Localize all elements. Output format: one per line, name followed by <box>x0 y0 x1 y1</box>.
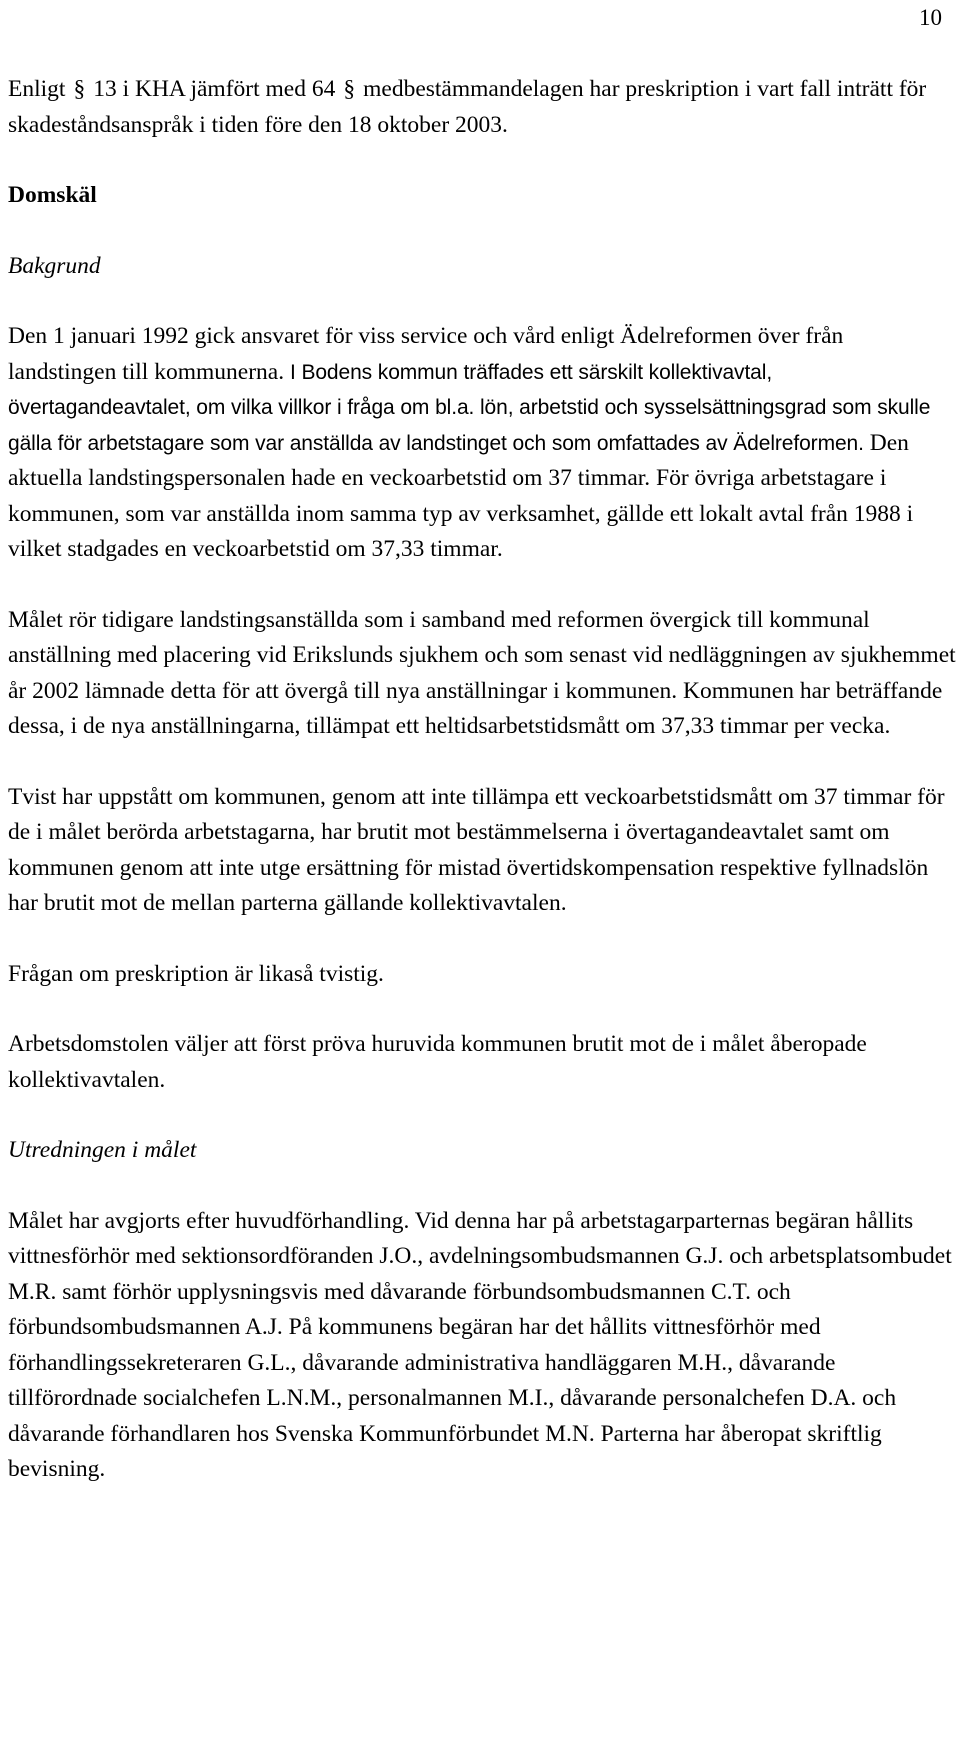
document-body <box>8 72 956 1488</box>
intro-text-3: medbestämmandelagen har preskription i vart fall inträtt för skadeståndsanspråk i tiden före den 18 oktober 2003. <box>8 76 927 138</box>
page-number: 10 <box>919 5 942 30</box>
intro-text-2: 13 i KHA jämfört med 64 <box>93 76 336 102</box>
section-mark: § <box>73 76 86 102</box>
heading-utredningen: Utredningen i målet <box>8 1137 197 1163</box>
heading-domskal: Domskäl <box>8 182 97 208</box>
section-mark: § <box>343 76 356 102</box>
bakgrund-p1-end: Den aktuella landstingspersonalen hade en veckoarbetstid om 37 timmar. För övriga arbetstagare i kommunen, som var anställda inom samma typ av verksamhet, gällde ett lokalt avtal från 1988 i vilket stadgades en veckoarbetstid om 37,33 timmar. <box>8 429 914 562</box>
bakgrund-p1-sans: I Bodens kommun träffades ett särskilt kollektivavtal, övertagandeavtalet, om vilka villkor i fråga om bl.a. lön, arbetstid och sysselsättningsgrad som skulle gälla för arbetstagare som var anställda av landstinget och som omfattades av Ädelreformen. <box>8 360 931 455</box>
intro-paragraph <box>8 72 956 143</box>
bakgrund-paragraph-2: Målet rör tidigare landstingsanställda som i samband med reformen övergick till kommunal anställning med placering vid Erikslunds sjukhem och som senast vid nedläggningen av sjukhemmet år 2002 lämnade detta för att övergå till nya anställningar i kommunen. Kommunen har beträffande dessa, i de nya anställningarna, tillämpat ett heltidsarbetstidsmått om 37,33 timmar per vecka. <box>8 606 956 739</box>
bakgrund-paragraph-3: Tvist har uppstått om kommunen, genom att inte tillämpa ett veckoarbetstidsmått om 37 timmar för de i målet berörda arbetstagarna, har brutit mot bestämmelserna i övertagandeavtalet samt om kommunen genom att inte utge ersättning för mistad övertidskompensation respektive fyllnadslön har brutit mot de mellan parterna gällande kollektivavtalen. <box>8 783 945 916</box>
heading-bakgrund: Bakgrund <box>8 252 101 279</box>
bakgrund-p1-start: Den 1 januari 1992 gick ansvaret för viss service och vård enligt Ädelreformen över från landstingen till kommunerna. <box>8 323 844 385</box>
bakgrund-paragraph-5: Arbetsdomstolen väljer att först pröva huruvida kommunen brutit mot de i målet åberopade kollektivavtalen. <box>8 1031 867 1093</box>
utredningen-paragraph-1: Målet har avgjorts efter huvudförhandling. Vid denna har på arbetstagarparternas begäran hållits vittnesförhör med sektionsordföranden J.O., avdelningsombudsmannen G.J. och arbetsplatsombudet M.R. samt förhör upplysningsvis med dåvarande förbundsombudsmannen C.T. och förbundsombudsmannen A.J. På kommunens begäran har det hållits vittnesförhör med förhandlingssekreteraren G.L., dåvarande administrativa handläggaren M.H., dåvarande tillförordnade socialchefen L.N.M., personalmannen M.I., dåvarande personalchefen D.A. och dåvarande förhandlaren hos Svenska Kommunförbundet M.N. Parterna har åberopat skriftlig bevisning. <box>8 1207 952 1482</box>
bakgrund-paragraph-1 <box>8 319 956 568</box>
intro-text-1: Enligt <box>8 76 66 102</box>
bakgrund-paragraph-4: Frågan om preskription är likaså tvistig. <box>8 960 384 987</box>
